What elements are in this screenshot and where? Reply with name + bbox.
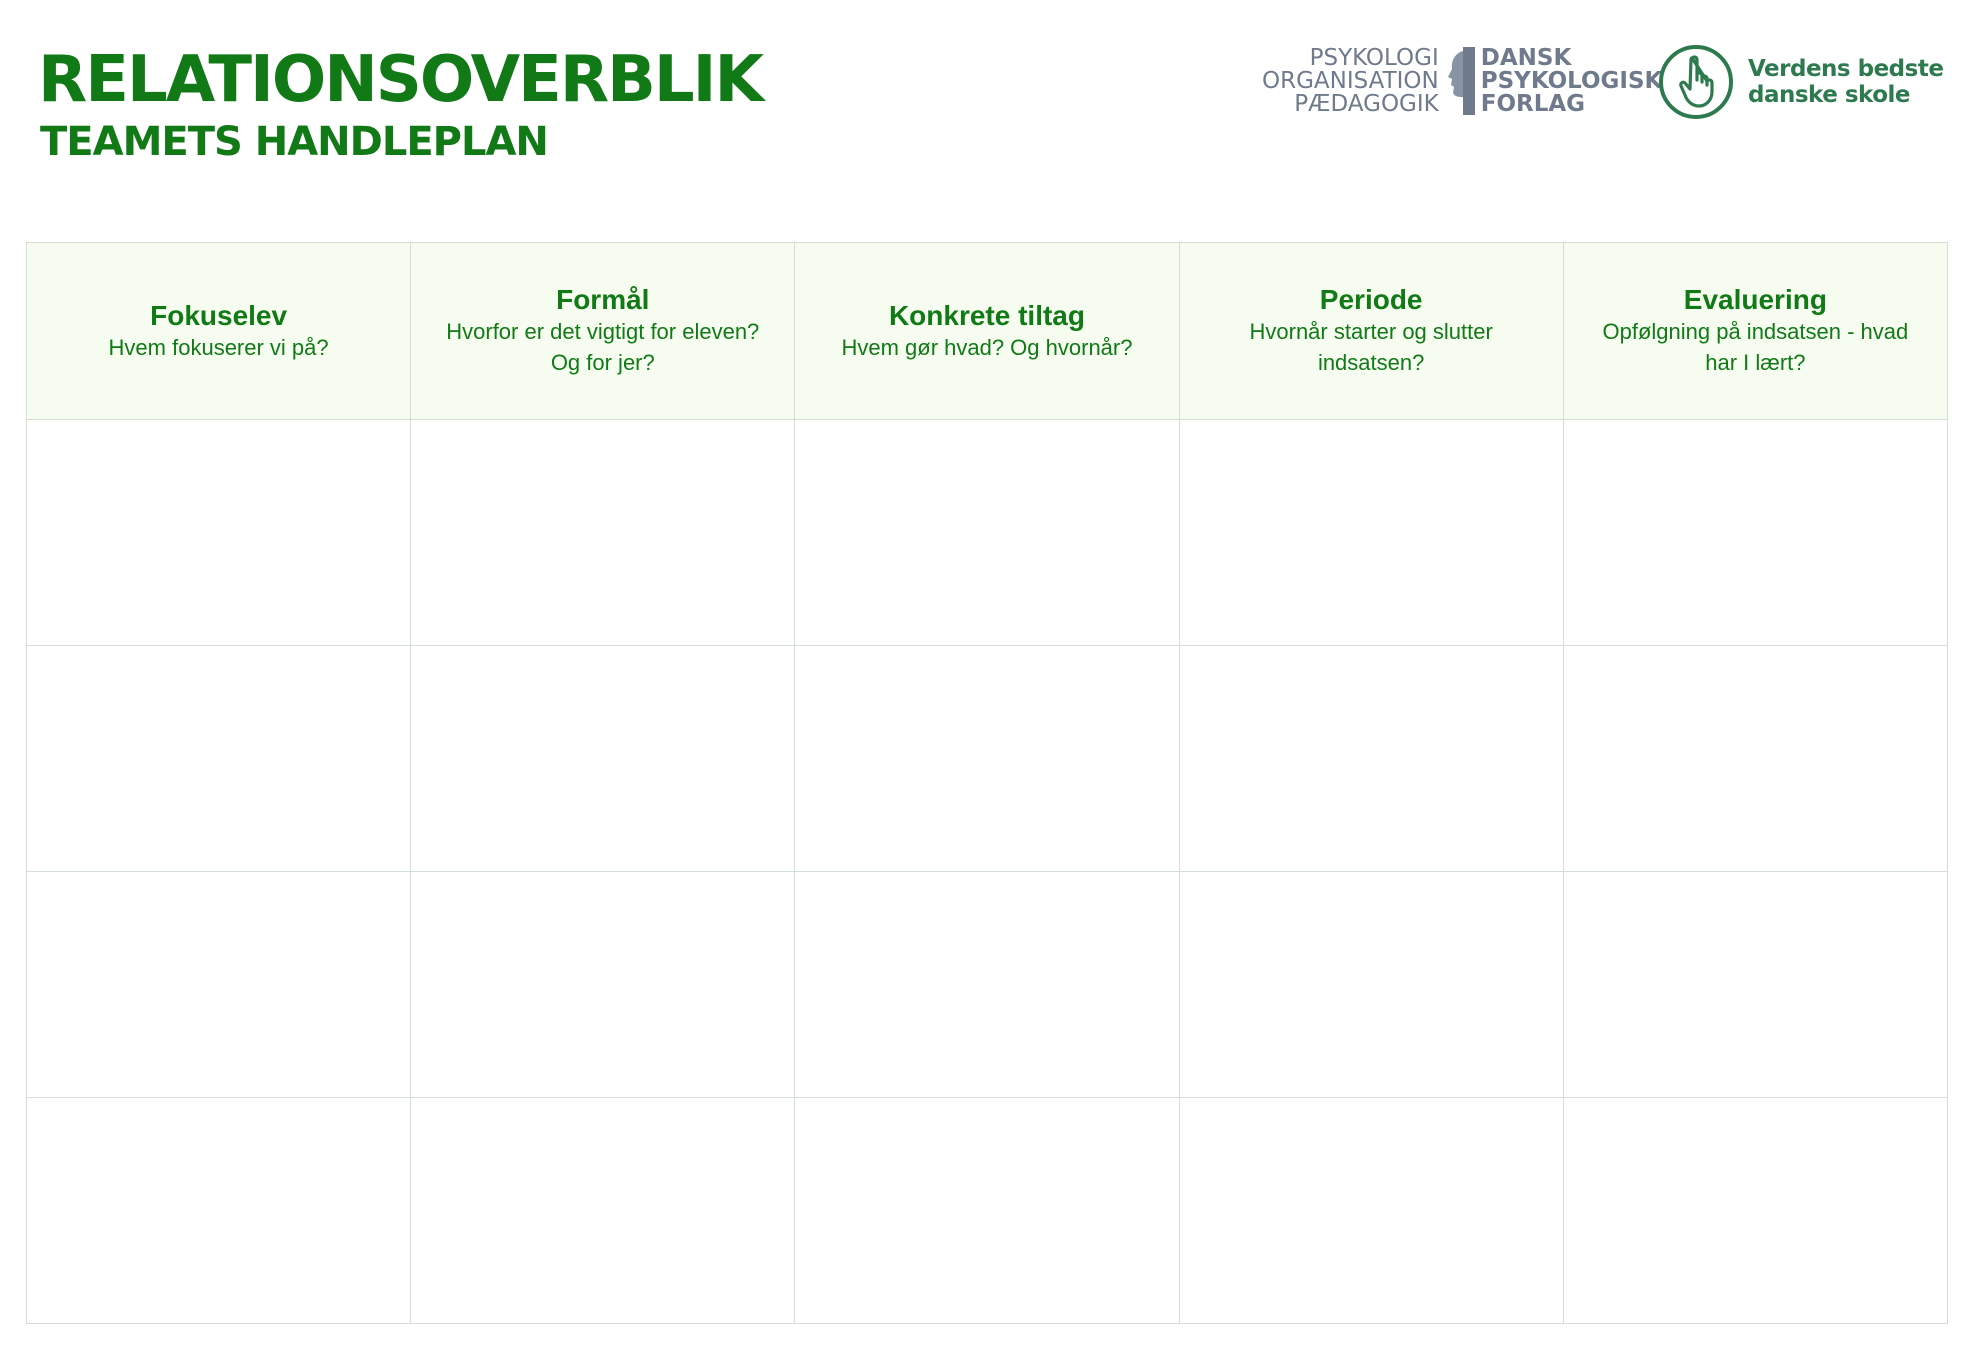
column-subtitle: har I lært?: [1705, 350, 1806, 375]
school-logo: [1658, 44, 1943, 120]
table-cell[interactable]: [27, 646, 411, 872]
column-header-evaluering: [1563, 243, 1947, 420]
table-cell[interactable]: [27, 872, 411, 1098]
head-profile-icon: [1445, 47, 1475, 115]
publisher-logo: [1262, 44, 1662, 118]
column-title: Formål: [556, 284, 650, 315]
school-logo-line: Verdens bedste: [1748, 56, 1944, 82]
column-title: Fokuselev: [150, 299, 288, 331]
publisher-logo-line: ORGANISATION: [1262, 67, 1439, 94]
column-subtitle: indsatsen?: [1317, 350, 1425, 375]
table-cell[interactable]: [411, 1098, 795, 1324]
table-cell[interactable]: [1563, 420, 1947, 646]
table-row: [27, 420, 1948, 646]
page-subtitle: TEAMETS HANDLEPLAN: [40, 119, 548, 165]
table-cell[interactable]: [1179, 420, 1563, 646]
column-header-periode: [1179, 243, 1563, 420]
pointing-hand-icon: [1658, 44, 1734, 120]
table-cell[interactable]: [1563, 1098, 1947, 1324]
table-cell[interactable]: [795, 646, 1179, 872]
table-cell[interactable]: [411, 872, 795, 1098]
table-cell[interactable]: [795, 1098, 1179, 1324]
school-logo-text: [1748, 56, 1943, 108]
column-header-konkrete-tiltag: [795, 243, 1179, 420]
table-header-row: [27, 243, 1948, 420]
table-cell[interactable]: [411, 646, 795, 872]
table-cell[interactable]: [27, 1098, 411, 1324]
table-cell[interactable]: [1179, 872, 1563, 1098]
table-cell[interactable]: [795, 872, 1179, 1098]
column-subtitle: Hvem gør hvad? Og hvornår?: [841, 334, 1133, 360]
column-subtitle: Og for jer?: [550, 350, 655, 375]
publisher-logo-line: PSYKOLOGISK: [1480, 67, 1663, 94]
table-cell[interactable]: [1179, 646, 1563, 872]
publisher-logo-line: PÆDAGOGIK: [1294, 90, 1439, 117]
table-cell[interactable]: [795, 420, 1179, 646]
publisher-logo-left-text: [1262, 44, 1439, 117]
column-header-fokuselev: [27, 243, 411, 420]
publisher-logo-line: FORLAG: [1480, 90, 1586, 117]
publisher-logo-right-text: [1480, 44, 1663, 117]
column-subtitle: Hvorfor er det vigtigt for eleven?: [446, 319, 760, 344]
table-row: [27, 646, 1948, 872]
table-cell[interactable]: [1563, 646, 1947, 872]
action-plan-table: [26, 242, 1948, 1324]
column-title: Evaluering: [1683, 284, 1827, 315]
table-cell[interactable]: [27, 420, 411, 646]
publisher-logo-line: DANSK: [1480, 44, 1572, 71]
publisher-logo-line: PSYKOLOGI: [1309, 44, 1439, 71]
table-row: [27, 872, 1948, 1098]
column-subtitle: Opfølgning på indsatsen - hvad: [1602, 319, 1909, 344]
column-subtitle: Hvem fokuserer vi på?: [108, 334, 329, 360]
table-cell[interactable]: [1179, 1098, 1563, 1324]
table-row: [27, 1098, 1948, 1324]
school-logo-line: danske skole: [1748, 82, 1910, 108]
column-header-formaal: [411, 243, 795, 420]
column-subtitle: Hvornår starter og slutter: [1249, 319, 1493, 344]
document-header: [38, 44, 762, 166]
column-title: Periode: [1319, 284, 1423, 315]
table-cell[interactable]: [411, 420, 795, 646]
table-cell[interactable]: [1563, 872, 1947, 1098]
page-title: RELATIONSOVERBLIK: [38, 43, 763, 117]
column-title: Konkrete tiltag: [888, 299, 1085, 331]
